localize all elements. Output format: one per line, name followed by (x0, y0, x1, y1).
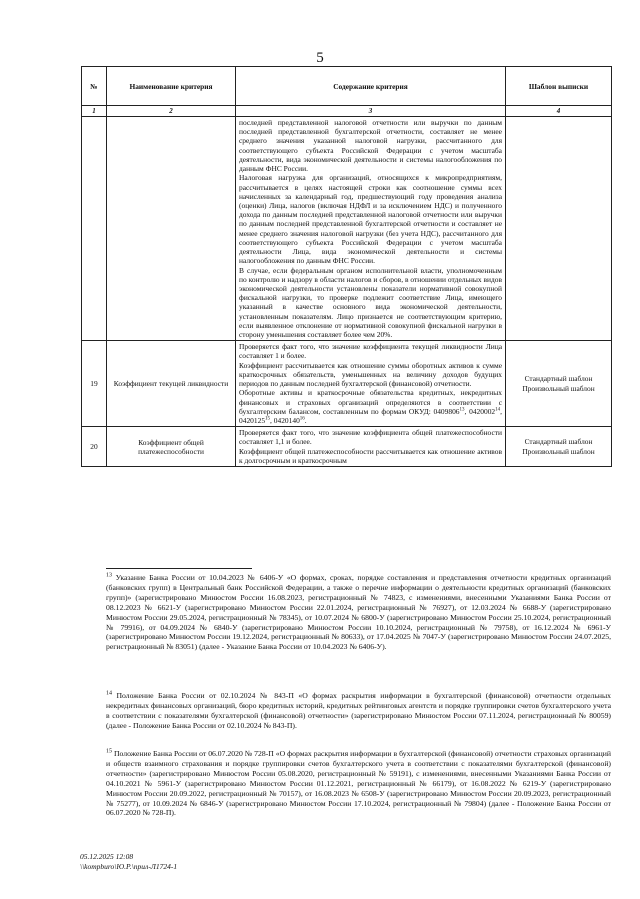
file-path-stamp: \\kompburo\Ю.Р.\прил-Л1724-1 (80, 862, 178, 871)
column-index: 3 (236, 106, 506, 117)
footnote-number: 15 (106, 748, 112, 755)
table-header-row (82, 67, 612, 106)
content-paragraph: Проверяется факт того, что значение коэффициента текущей ликвидности Лица составляет 1 и более. (239, 342, 502, 361)
content-text: . (304, 416, 307, 425)
criteria-table (81, 66, 612, 467)
content-paragraph: В случае, если федеральным органом исполнительной власти, уполномоченным по контролю и надзору в области налогов и сборов, в отношении отдельных видов экономической деятельности установлены показатели нормативной совокупной фискальной нагрузки, то проверке подлежит соответствие Лица, имеющего указанный в качестве основного вида экономической деятельности, установленным показателям. Лицо признается не соответствующим критерию, если выявленное отклонение от нормативной совокупной фискальной нагрузки в сторону уменьшения составляет более чем 20%. (239, 265, 502, 340)
header-num: № (82, 67, 107, 106)
template-option: Стандартный шаблон (524, 373, 593, 383)
column-index: 2 (107, 106, 236, 117)
table-row (82, 341, 612, 427)
print-date-stamp: 05.12.2025 12:08 (80, 852, 134, 861)
content-paragraph: Налоговая нагрузка для организаций, относящихся к микропредприятиям, рассчитывается в целях настоящей строки как соотношение суммы всех начисленных за календарный год, предшествующий году проведения анализа (оценки) Лица, налогов (включая НДФЛ и за исключением НДС) и полученного дохода по данным последней представленной налоговой отчетности или выручки по данным последней представленной бухгалтерской отчетности и составляет не менее среднего значения налоговой нагрузки (без учета НДС), рассчитанного для соответствующего субъекта Российской Федерации с учетом масштаба деятельности Лица, вида экономической деятельности и системы налогообложения по данным ФНС России. (239, 173, 502, 266)
footnote-number: 13 (106, 572, 112, 579)
template-option: Произвольный шаблон (522, 446, 595, 456)
footnote-ref: 14 (495, 407, 501, 413)
template-option: Произвольный шаблон (522, 383, 595, 393)
column-index-row (82, 106, 612, 117)
row-name (107, 117, 236, 341)
header-template: Шаблон выписки (506, 67, 612, 106)
content-text: , 0420125 (239, 406, 503, 425)
column-index: 4 (506, 106, 612, 117)
row-name: Коэффициент общей платежеспособности (107, 427, 236, 467)
content-paragraph: последней представленной налоговой отчетности или выручки по данным последней представленной бухгалтерской отчетности, составляет не менее среднего значения указанной налоговой нагрузки, рассчитанного для соответствующего субъекта Российской Федерации с учетом масштаба деятельности, вида экономической деятельности и системы налогообложения по данным ФНС России. (239, 118, 502, 174)
footnote-ref: 13 (459, 407, 465, 413)
row-template (506, 427, 612, 467)
header-criterion-name: Наименование критерия (107, 67, 236, 106)
row-num (82, 117, 107, 341)
row-content (236, 427, 506, 467)
template-option: Стандартный шаблон (524, 436, 593, 446)
row-template (506, 341, 612, 427)
content-paragraph: Коэффициент рассчитывается как отношение суммы оборотных активов к сумме краткосрочных обязательств, уменьшенных на величину доходов будущих периодов по данным последней бухгалтерской (финансовой) отчетности. (239, 360, 502, 389)
content-paragraph: Проверяется факт того, что значение коэффициента общей платежеспособности составляет 1,1 и более. (239, 428, 502, 447)
content-text: , 0420002 (464, 406, 496, 416)
footnote (106, 573, 611, 652)
footnote (106, 691, 611, 731)
footnote-ref: 15 (265, 416, 271, 422)
footnote-text: Указание Банка России от 10.04.2023 № 6406-У «О формах, сроках, порядке составления и представления отчетности кредитных организаций (банковских групп) в Центральный банк Российской Федерации, а также о перечне информации о деятельности кредитных организаций (банковских групп)» (зарегистрировано Минюстом России 16.08.2023, регистрационный № 74823, с изменениями, внесенными Указаниями Банка России от 08.12.2023 № 6621-У (зарегистрировано Минюстом России 22.01.2024, регистрационный № 76927), от 12.03.2024 № 6688-У (зарегистрировано Минюстом России 29.05.2024, регистрационный № 78345), от 10.07.2024 № 6800-У (зарегистрировано Минюстом России 25.10.2024, регистрационный № 79916), от 04.09.2024 № 6840-У (зарегистрировано Минюстом России 10.10.2024, регистрационный № 79758), от 16.12.2024 № 6961-У (зарегистрировано Минюстом России 19.12.2024, регистрационный № 80633), от 17.04.2025 № 7047-У (зарегистрировано Минюстом России 24.07.2025, регистрационный № 83051) (далее - Указание Банка России от 10.04.2023 № 6406-У). (106, 573, 611, 652)
row-content (236, 117, 506, 341)
header-criterion-content: Содержание критерия (236, 67, 506, 106)
content-text: Оборотные активы и краткосрочные обязательства кредитных, некредитных финансовых и страховых организаций определяются в соответствии с бухгалтерским балансом, составленным по формам ОКУД: 0409806 (239, 388, 502, 416)
content-text: , 0420140 (270, 416, 300, 425)
footnote-ref: 16 (299, 416, 305, 422)
row-num: 19 (82, 341, 107, 427)
column-index: 1 (82, 106, 107, 117)
table-row (82, 427, 612, 467)
row-num: 20 (82, 427, 107, 467)
footnote-text: Положение Банка России от 02.10.2024 № 843-П «О формах раскрытия информации в бухгалтерской (финансовой) отчетности отдельных некредитных финансовых организаций, бюро кредитных историй, кредитных рейтинговых агентств и порядке группировки счетов бухгалтерского учета в соответствии с показателями бухгалтерской (финансовой) отчетности» (зарегистрировано Минюстом России 07.11.2024, регистрационный № 80059) (далее - Положение Банка России от 02.10.2024 № 843-П). (106, 691, 612, 730)
footnote-text: Положение Банка России от 06.07.2020 № 728-П «О формах раскрытия информации в бухгалтерской (финансовой) отчетности страховых организаций и обществ взаимного страхования и порядке группировки счетов бухгалтерского учета в соответствии с показателями бухгалтерской (финансовой) отчетности» (зарегистрировано Минюстом России 05.08.2020, регистрационный № 59191), с изменениями, внесенными Указаниями Банка России от 04.10.2021 № 5961-У (зарегистрировано Минюстом России 01.12.2021, регистрационный № 66179), от 16.08.2022 № 6219-У (зарегистрировано Минюстом России 20.09.2022, регистрационный № 70157), от 16.08.2023 № 6508-У (зарегистрировано Минюстом России 20.09.2023, регистрационный № 75277), от 10.09.2024 № 6846-У (зарегистрировано Минюстом России 17.10.2024, регистрационный № 79804) (далее - Положение Банка России от 06.07.2020 № 728-П). (106, 749, 611, 818)
footnote-number: 14 (106, 690, 112, 697)
row-content (236, 341, 506, 427)
footnote (106, 749, 611, 818)
page-number: 5 (316, 50, 324, 66)
row-template (506, 117, 612, 341)
footnote-separator (106, 568, 252, 569)
content-paragraph: Коэффициент общей платежеспособности рассчитывается как отношение активов к долгосрочным и краткосрочным (239, 446, 502, 465)
table-row (82, 117, 612, 341)
row-name: Коэффициент текущей ликвидности (107, 341, 236, 427)
content-paragraph (239, 388, 502, 425)
